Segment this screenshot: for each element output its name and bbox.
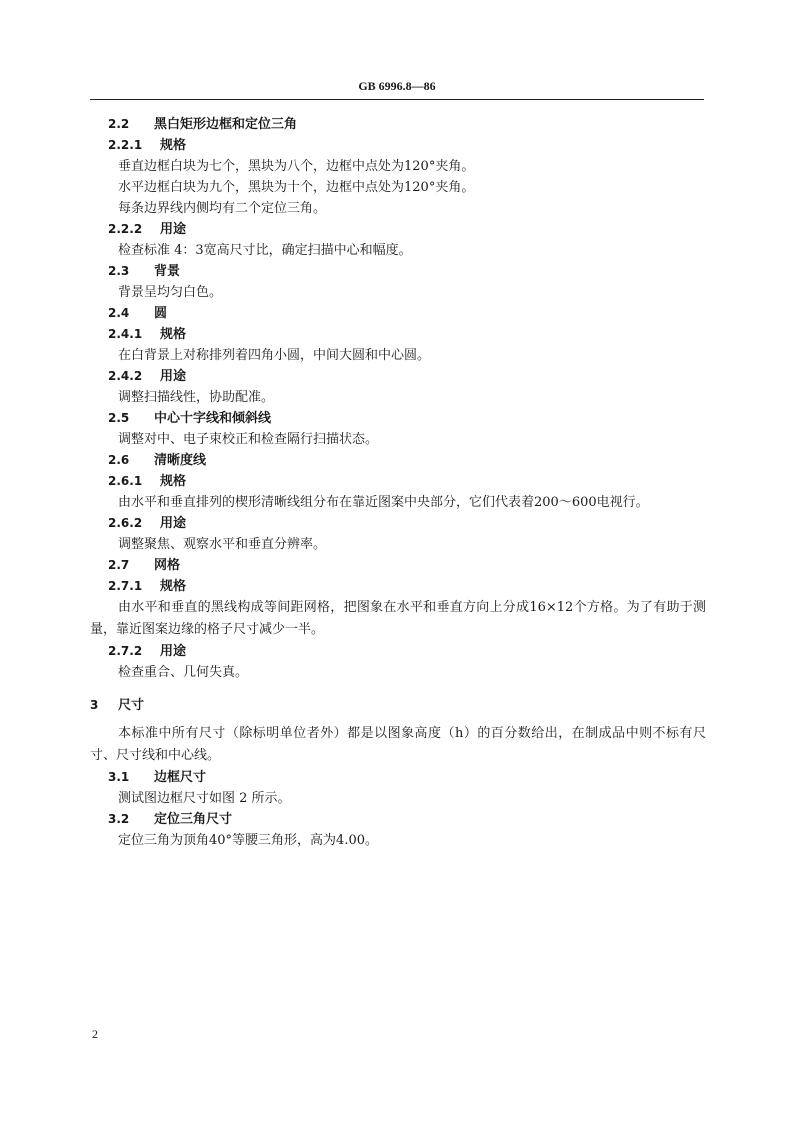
- section-heading-2-4: [90, 303, 706, 324]
- section-number: 2.4.1: [108, 327, 143, 341]
- section-number: 2.7: [108, 558, 130, 572]
- section-heading-2-7-1: [90, 576, 706, 597]
- header-rule: [90, 99, 704, 100]
- body-line: 调整聚焦、观察水平和垂直分辨率。: [118, 537, 327, 552]
- section-number: 2.5: [108, 411, 130, 425]
- section-heading-2-3: [90, 261, 706, 282]
- section-title: 背景: [154, 264, 181, 279]
- section-heading-3: [90, 693, 706, 717]
- section-number: 3.1: [108, 770, 130, 784]
- section-heading-2-6-1: [90, 471, 706, 492]
- section-title: 黑白矩形边框和定位三角: [154, 117, 298, 132]
- section-heading-2-7: [90, 555, 706, 576]
- body-line: 垂直边框白块为七个，黑块为八个，边框中点处为120°夹角。: [118, 159, 475, 174]
- body-line: 测试图边框尺寸如图 2 所示。: [118, 791, 291, 806]
- section-number: 2.6: [108, 453, 130, 467]
- section-title: 用途: [160, 516, 187, 531]
- section-number: 3.2: [108, 812, 130, 826]
- spacer: [90, 683, 706, 693]
- section-heading-2-2: [90, 114, 706, 135]
- section-number: 2.4.2: [108, 369, 143, 383]
- section-heading-2-5: [90, 408, 706, 429]
- section-number: 2.6.1: [108, 474, 143, 488]
- section-number: 2.2.1: [108, 138, 143, 152]
- body-line: 调整对中、电子束校正和检查隔行扫描状态。: [118, 432, 379, 447]
- section-title: 中心十字线和倾斜线: [154, 411, 272, 426]
- section-heading-2-4-1: [90, 324, 706, 345]
- section-title: 定位三角尺寸: [154, 812, 233, 827]
- section-title: 尺寸: [118, 698, 145, 713]
- section-number: 2.3: [108, 264, 130, 278]
- section-title: 用途: [160, 644, 187, 659]
- section-heading-3-2: [90, 809, 706, 830]
- section-title: 规格: [160, 138, 187, 153]
- section-heading-2-6: [90, 450, 706, 471]
- section-title: 网格: [154, 558, 181, 573]
- body-line: 背景呈均匀白色。: [118, 285, 223, 300]
- section-number: 2.2: [108, 117, 130, 131]
- section-heading-2-2-1: [90, 135, 706, 156]
- section-title: 用途: [160, 369, 187, 384]
- section-number: 2.2.2: [108, 222, 143, 236]
- document-code: GB 6996.8—86: [358, 79, 436, 93]
- body-line: 每条边界线内侧均有二个定位三角。: [118, 201, 327, 216]
- section-number: 2.4: [108, 306, 130, 320]
- section-heading-2-7-2: [90, 641, 706, 662]
- section-title: 用途: [160, 222, 187, 237]
- section-title: 清晰度线: [154, 453, 207, 468]
- body-line: 检查重合、几何失真。: [118, 665, 249, 680]
- section-title: 规格: [160, 474, 187, 489]
- section-number: 3: [90, 698, 99, 712]
- section-heading-3-1: [90, 767, 706, 788]
- section-title: 圆: [154, 306, 168, 321]
- section-heading-2-6-2: [90, 513, 706, 534]
- section-heading-2-4-2: [90, 366, 706, 387]
- document-body: [90, 114, 706, 851]
- body-paragraph: 本标准中所有尺寸（除标明单位者外）都是以图象高度（h）的百分数给出，在制成品中则不标有尺寸、尺寸线和中心线。: [90, 726, 706, 763]
- section-number: 2.6.2: [108, 516, 143, 530]
- body-paragraph: 由水平和垂直的黑线构成等间距网格，把图象在水平和垂直方向上分成16×12个方格。为了有助于测量，靠近图案边缘的格子尺寸减少一半。: [90, 600, 706, 637]
- section-number: 2.7.1: [108, 579, 143, 593]
- body-line: 在白背景上对称排列着四角小圆，中间大圆和中心圆。: [118, 348, 431, 363]
- section-title: 规格: [160, 327, 187, 342]
- section-title: 边框尺寸: [154, 770, 207, 785]
- body-line: 定位三角为顶角40°等腰三角形，高为4.00。: [118, 833, 378, 848]
- body-line: 检查标准 4：3宽高尺寸比，确定扫描中心和幅度。: [118, 243, 412, 258]
- section-number: 2.7.2: [108, 644, 143, 658]
- section-heading-2-2-2: [90, 219, 706, 240]
- body-line: 由水平和垂直排列的楔形清晰线组分布在靠近图案中央部分，它们代表着200～600电视行。: [118, 495, 649, 510]
- body-line: 调整扫描线性，协助配准。: [118, 390, 275, 405]
- body-line: 水平边框白块为九个，黑块为十个，边框中点处为120°夹角。: [118, 180, 475, 195]
- section-title: 规格: [160, 579, 187, 594]
- page-number: 2: [92, 1027, 98, 1041]
